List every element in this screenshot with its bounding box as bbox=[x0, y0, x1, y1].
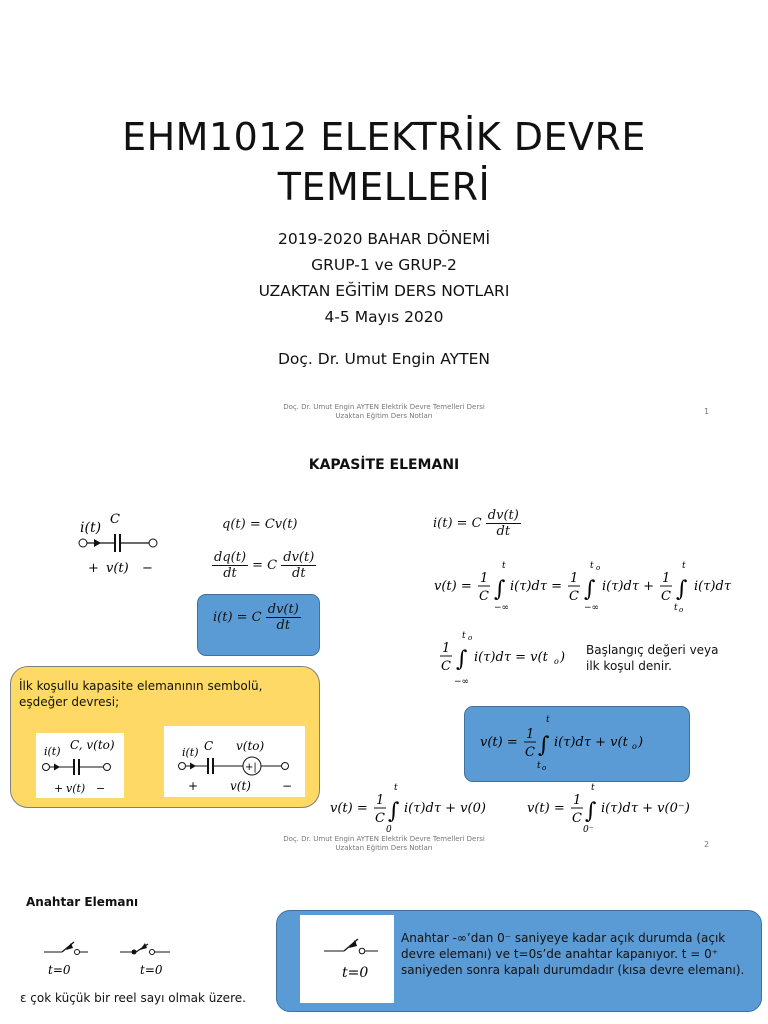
eq-voltage-integral bbox=[430, 556, 750, 618]
svg-text:i(τ)dτ + v(0): i(τ)dτ + v(0) bbox=[404, 801, 486, 816]
svg-text:∫: ∫ bbox=[584, 577, 596, 602]
svg-text:o: o bbox=[554, 657, 559, 666]
svg-text:∫: ∫ bbox=[676, 577, 688, 602]
svg-text:i(t): i(t) bbox=[44, 745, 61, 758]
title-line-2: TEMELLERİ bbox=[277, 165, 491, 209]
svg-text:v(t) =: v(t) = bbox=[434, 579, 472, 594]
slide2-page-number: 2 bbox=[704, 840, 710, 849]
svg-text:i(t): i(t) bbox=[80, 520, 102, 536]
svg-text:o: o bbox=[468, 634, 473, 642]
initial-note-line-1: Başlangıç değeri veya bbox=[586, 643, 719, 657]
svg-text:+: + bbox=[54, 782, 64, 795]
subtitle-line-2: GRUP-1 ve GRUP-2 bbox=[311, 256, 457, 274]
svg-text:0⁻: 0⁻ bbox=[583, 825, 594, 835]
svg-text:C: C bbox=[661, 589, 671, 604]
svg-text:o: o bbox=[596, 564, 601, 572]
title-line-1: EHM1012 ELEKTRİK DEVRE bbox=[122, 115, 646, 159]
svg-text:i(τ)dτ + v(0⁻): i(τ)dτ + v(0⁻) bbox=[601, 801, 690, 816]
svg-text:−∞: −∞ bbox=[584, 603, 600, 613]
svg-text:t=0: t=0 bbox=[48, 963, 71, 977]
svg-text:1: 1 bbox=[526, 727, 535, 742]
svg-text:t: t bbox=[462, 631, 466, 641]
switch-closing-symbol bbox=[120, 943, 170, 977]
slide2-title: KAPASİTE ELEMANI bbox=[308, 457, 460, 473]
initial-value-note bbox=[586, 642, 719, 674]
switch-figure bbox=[300, 915, 394, 1003]
svg-text:t: t bbox=[682, 561, 686, 571]
svg-text:t: t bbox=[546, 715, 550, 725]
eq-voltage-initial-boxed bbox=[476, 712, 676, 774]
svg-text:i(τ)dτ + v(t: i(τ)dτ + v(t bbox=[554, 735, 628, 750]
svg-text:v(t): v(t) bbox=[106, 561, 129, 576]
eq-dq-dt: $\frac{dq(t)}{dt}$ = C $\frac{dv(t)}{dt}$ bbox=[214, 550, 315, 581]
svg-text:1: 1 bbox=[480, 571, 489, 586]
slide2-footer-line-1: Doç. Dr. Umut Engin AYTEN Elektrik Devre Temelleri Dersi bbox=[283, 835, 485, 843]
capacitor-symbol bbox=[72, 508, 172, 580]
svg-text:t: t bbox=[537, 761, 541, 771]
svg-text:t=0: t=0 bbox=[140, 963, 163, 977]
svg-text:o: o bbox=[632, 742, 637, 751]
switch-explanation-text: Anahtar -∞’dan 0⁻ saniyeye kadar açık durumda (açık devre elemanı) ve t=0s’de anahtar kapanıyor. t = 0⁺ saniyeden sonra kapalı durumdadır (kısa devre elemanı). bbox=[401, 931, 745, 977]
subtitle-line-4: 4-5 Mayıs 2020 bbox=[324, 308, 444, 326]
svg-text:i(τ)dτ =: i(τ)dτ = bbox=[510, 579, 563, 594]
switch-time-label: t=0 bbox=[342, 965, 369, 981]
eq-current-top-lhs: i(t) = C bbox=[433, 516, 482, 531]
svg-text:C: C bbox=[375, 811, 385, 826]
slide3-title: Anahtar Elemanı bbox=[26, 895, 139, 909]
svg-text:1: 1 bbox=[570, 571, 579, 586]
svg-text:−: − bbox=[142, 561, 153, 576]
epsilon-note: ε çok küçük bir reel sayı olmak üzere. bbox=[20, 991, 246, 1005]
svg-text:t: t bbox=[591, 783, 595, 793]
svg-text:t: t bbox=[502, 561, 506, 571]
svg-text:−∞: −∞ bbox=[454, 677, 470, 687]
svg-text:i(τ)dτ: i(τ)dτ bbox=[694, 579, 732, 594]
subtitle-line-3: UZAKTAN EĞİTİM DERS NOTLARI bbox=[258, 282, 510, 300]
slide2-footer-line-2: Uzaktan Eğitim Ders Notları bbox=[335, 844, 433, 852]
svg-text:−: − bbox=[96, 782, 106, 795]
slide1-title bbox=[0, 112, 768, 212]
svg-text:∫: ∫ bbox=[456, 647, 468, 672]
svg-text:i(τ)dτ +: i(τ)dτ + bbox=[602, 579, 655, 594]
svg-text:C: C bbox=[572, 811, 582, 826]
svg-text:): ) bbox=[638, 735, 644, 750]
page-number: 1 bbox=[704, 407, 710, 416]
footer-line-1: Doç. Dr. Umut Engin AYTEN Elektrik Devre Temelleri Dersi bbox=[283, 403, 485, 411]
svg-text:v(to): v(to) bbox=[236, 739, 265, 753]
footer-line-2: Uzaktan Eğitim Ders Notları bbox=[335, 412, 433, 420]
svg-text:1: 1 bbox=[442, 641, 451, 656]
svg-text:o: o bbox=[679, 606, 684, 614]
equivalent-circuit bbox=[164, 726, 305, 797]
svg-text:v(t) =: v(t) = bbox=[330, 801, 368, 816]
eq-current-top: i(t) = C $\frac{dv(t)}{dt}$ bbox=[433, 508, 519, 539]
svg-text:−∞: −∞ bbox=[494, 603, 510, 613]
svg-text:): ) bbox=[560, 650, 566, 665]
svg-text:+: + bbox=[88, 561, 99, 576]
svg-text:∫: ∫ bbox=[494, 577, 506, 602]
svg-text:v(t) =: v(t) = bbox=[527, 801, 565, 816]
svg-text:i(t): i(t) bbox=[182, 746, 199, 759]
author-name: Doç. Dr. Umut Engin AYTEN bbox=[277, 350, 491, 368]
svg-text:C: C bbox=[569, 589, 579, 604]
svg-text:C: C bbox=[204, 739, 214, 753]
svg-text:C: C bbox=[441, 659, 451, 674]
slide2-footer bbox=[234, 835, 534, 853]
svg-text:−: − bbox=[282, 779, 293, 793]
svg-text:∫: ∫ bbox=[585, 799, 597, 824]
subtitle-line-1: 2019-2020 BAHAR DÖNEMİ bbox=[277, 230, 491, 248]
svg-text:t: t bbox=[590, 561, 594, 571]
eq-initial-value bbox=[438, 628, 578, 688]
eq-charge: q(t) = Cv(t) bbox=[222, 517, 298, 532]
svg-text:C: C bbox=[479, 589, 489, 604]
slide1-footer bbox=[234, 403, 534, 421]
svg-text:v(t): v(t) bbox=[230, 779, 251, 793]
svg-text:t: t bbox=[394, 783, 398, 793]
eq-voltage-zero bbox=[328, 780, 498, 836]
initial-note-line-2: ilk koşul denir. bbox=[586, 659, 672, 673]
switch-open-symbol bbox=[44, 942, 88, 977]
switch-symbols bbox=[40, 936, 190, 982]
eq-voltage-zero-minus bbox=[525, 780, 705, 836]
svg-text:1: 1 bbox=[662, 571, 671, 586]
svg-text:i(τ)dτ = v(t: i(τ)dτ = v(t bbox=[474, 650, 548, 665]
svg-text:t: t bbox=[674, 603, 678, 613]
svg-text:C: C bbox=[110, 512, 120, 527]
svg-text:C, v(to): C, v(to) bbox=[70, 738, 115, 752]
cap-with-initial-symbol bbox=[36, 733, 124, 798]
svg-text:C: C bbox=[525, 745, 535, 760]
svg-text:v(t) =: v(t) = bbox=[480, 735, 518, 750]
svg-text:∫: ∫ bbox=[388, 799, 400, 824]
svg-text:0: 0 bbox=[386, 825, 392, 835]
svg-text:+|: +| bbox=[245, 762, 257, 773]
svg-text:∫: ∫ bbox=[538, 733, 550, 758]
svg-text:1: 1 bbox=[573, 793, 582, 808]
initial-condition-text: İlk koşullu kapasite elemanının sembolü, eşdeğer devresi; bbox=[19, 679, 263, 709]
svg-text:+: + bbox=[188, 779, 199, 793]
svg-text:o: o bbox=[542, 764, 547, 772]
svg-text:v(t): v(t) bbox=[66, 782, 86, 795]
svg-text:1: 1 bbox=[376, 793, 385, 808]
eq-current-boxed: i(t) = C $\frac{dv(t)}{dt}$ bbox=[213, 602, 299, 633]
